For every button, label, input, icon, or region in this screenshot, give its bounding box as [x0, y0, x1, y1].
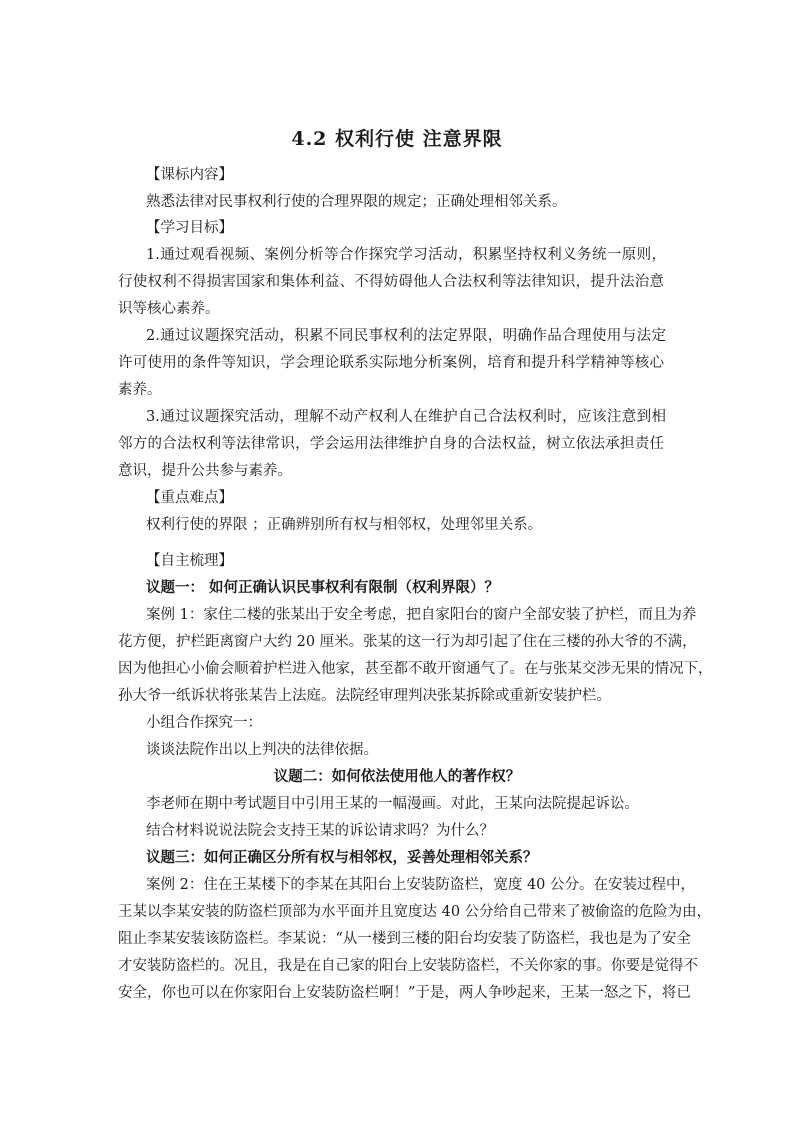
case-2-line-5: 安全，你也可以在你家阳台上安装防盗栏啊！”于是，两人争吵起来，王某一怒之下，将已	[118, 985, 691, 1001]
goal-2-line-2: 许可使用的条件等知识，学会理论联系实际地分析案例，培育和提升科学精神等核心	[118, 355, 664, 371]
section-heading-self-review: 【自主梳理】	[146, 553, 233, 569]
goal-3-line-2: 邻方的合法权利等法律常识，学会运用法律维护自身的合法权益，树立依法承担责任	[118, 436, 664, 452]
topic-2-question: 结合材料说说法院会支持王某的诉讼请求吗？为什么？	[146, 823, 494, 839]
case-1-line-4: 孙大爷一纸诉状将张某告上法庭。法院经审理判决张某拆除或重新安装护栏。	[118, 688, 611, 704]
case-1-line-2: 花方便，护栏距离窗户大约 20 厘米。张某的这一行为却引起了住在三楼的孙大爷的不满，	[118, 634, 697, 650]
case-2-line-3: 阻止李某安装该防盗栏。李某说：“从一楼到三楼的阳台均安装了防盗栏，我也是为了安全	[118, 931, 691, 947]
section-heading-curriculum: 【课标内容】	[146, 167, 233, 183]
case-2-line-2: 王某以李某安装的防盗栏顶部为水平面并且宽度达 40 公分给自己带来了被偷盗的危险为由，	[118, 904, 712, 920]
case-2-line-1: 案例 2：住在王某楼下的李某在其阳台上安装防盗栏，宽度 40 公分。在安装过程中，	[146, 877, 696, 893]
goal-2-line-1: 2.通过议题探究活动，积累不同民事权利的法定界限，明确作品合理使用与法定	[146, 328, 666, 344]
case-1-line-1: 案例 1：家住二楼的张某出于安全考虑，把自家阳台的窗户全部安装了护栏，而且为养	[146, 607, 697, 623]
topic-1-heading: 议题一： 如何正确认识民事权利有限制（权利界限）？	[146, 579, 500, 596]
topic-2-material: 李老师在期中考试题目中引用王某的一幅漫画。对此，王某向法院提起诉讼。	[146, 796, 639, 812]
topic-3-heading: 议题三：如何正确区分所有权与相邻权，妥善处理相邻关系？	[146, 849, 538, 866]
case-1-line-3: 因为他担心小偷会顺着护栏进入他家，甚至都不敢开窗通气了。在与张某交涉无果的情况下，	[118, 661, 713, 677]
goal-3-line-1: 3.通过议题探究活动，理解不动产权利人在维护自己合法权利时，应该注意到相	[146, 409, 666, 425]
goal-1-line-2: 行使权利不得损害国家和集体利益、不得妨碍他人合法权利等法律知识，提升法治意	[118, 274, 664, 290]
section-heading-key-points: 【重点难点】	[146, 490, 233, 506]
goal-3-line-3: 意识，提升公共参与素养。	[118, 463, 292, 479]
curriculum-text: 熟悉法律对民事权利行使的合理界限的规定；正确处理相邻关系。	[146, 194, 567, 210]
document-title: 4.2 权利行使 注意界限	[291, 128, 503, 150]
group-activity-label: 小组合作探究一：	[146, 715, 262, 731]
topic-2-heading: 议题二：如何依法使用他人的著作权？	[273, 768, 521, 785]
group-activity-question: 谈谈法院作出以上判决的法律依据。	[146, 742, 378, 758]
goal-1-line-1: 1.通过观看视频、案例分析等合作探究学习活动，积累坚持权利义务统一原则，	[146, 247, 666, 263]
section-heading-goals: 【学习目标】	[146, 220, 233, 236]
goal-2-line-3: 素养。	[118, 382, 162, 398]
case-2-line-4: 才安装防盗栏的。况且，我是在自己家的阳台上安装防盗栏，不关你家的事。你要是觉得不	[118, 958, 698, 974]
goal-1-line-3: 识等核心素养。	[118, 301, 220, 317]
key-points-text: 权利行使的界限 ；正确辨别所有权与相邻权，处理邻里关系。	[146, 517, 543, 533]
